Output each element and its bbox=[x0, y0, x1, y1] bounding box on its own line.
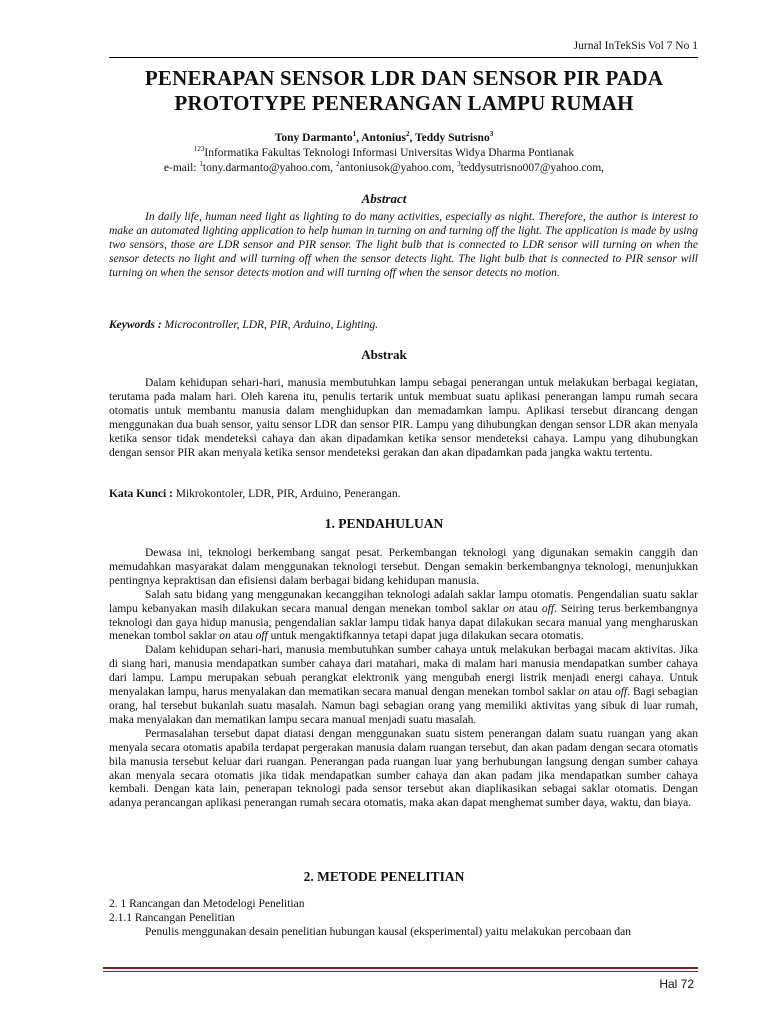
footer-rule bbox=[103, 967, 698, 969]
page-number: Hal 72 bbox=[659, 977, 694, 991]
email-3: teddysutrisno007@yahoo.com, bbox=[460, 162, 605, 174]
author-1: Tony Darmanto bbox=[274, 132, 353, 144]
abstract-text: In daily life, human need light as lighting to do many activities, especially as night. Therefore, the author is interest to make an automated lighting application to help human in turning on and turning off the light. The application is made by using two sensors, those are LDR sensor and PIR sensor. The light bulb that is connected to LDR sensor will turning on when the sensor detects no light and will turning off when the sensor detects light. The light bulb that is connected to PIR sensor will turning on when the sensor detects motion and will turning off when the sensor detects no motion. bbox=[109, 211, 698, 279]
paragraph: Salah satu bidang yang menggunakan kecanggihan teknologi adalah saklar lampu otomatis. Pengendalian suatu saklar lampu kebanyakan masih dilakukan secara manual dengan menekan tombol saklar on atau off. Seiring terus berkembangnya teknologi dan gaya hidup manusia, pengendalian saklar lampu tidak hanya dapat dilakukan secara manual yang mengharuskan menekan tombol saklar on atau off untuk mengaktifkannya tetapi dapat juga dilakukan secara otomatis. bbox=[109, 588, 699, 643]
author-3: , Teddy Sutrisno bbox=[409, 132, 490, 144]
keywords: Keywords : Microcontroller, LDR, PIR, Arduino, Lighting. bbox=[109, 319, 379, 331]
paragraph: Dalam kehidupan sehari-hari, manusia membutuhkan sumber cahaya untuk melakukan berbagai macam aktivitas. Jika di siang hari, manusia mendapatkan sumber cahaya dari matahari, maka di malam hari manusia mendapatkan sumber cahaya dari lampu. Lampu merupakan sebuah perangkat elektronik yang mengubah energi listrik menjadi energi cahaya. Untuk menyalakan lampu, harus menyalakan dan mematikan secara manual dengan menekan tombol saklar on atau off. Bagi sebagian orang, hal tersebut bukanlah suatu masalah. Namun bagi sebagian orang yang memiliki aktivitas yang sibuk di luar rumah, maka menyalakan dan mematikan lampu secara manual menjadi suatu masalah. bbox=[109, 644, 699, 726]
section-2-heading: 2. METODE PENELITIAN bbox=[303, 869, 465, 884]
authors: Tony Darmanto$^1$, Antonius$^2$, Teddy Sutrisno$^3$ bbox=[274, 130, 494, 144]
email-1: tony.darmanto@yahoo.com, bbox=[202, 162, 336, 174]
abstrak-text: Dalam kehidupan sehari-hari, manusia membutuhkan lampu sebagai penerangan untuk melakukan berbagai kegiatan, terutama pada malam hari. Oleh karena itu, penulis tertarik untuk membuat suatu aplikasi penerangan lampu rumah secara otomatis untuk membantu manusia dalam menghidupkan dan memadamkan lampu. Aplikasi tersebut dirancang dengan menggunakan dua buah sensor, yaitu sensor LDR dan sensor PIR. Lampu yang dihubungkan dengan sensor LDR akan menyala ketika sensor tidak mendeteksi cahaya dan akan dipadamkan ketika sensor mendeteksi cahaya. Lampu yang dihubungkan dengan sensor PIR akan menyala ketika sensor mendeteksi gerakan dan akan dipadamkan pada jangka waktu tertentu. bbox=[109, 377, 698, 459]
email-2: antoniusok@yahoo.com, bbox=[339, 162, 458, 174]
author-emails: e-mail: $^1$tony.darmanto@yahoo.com, $^2$antoniusok@yahoo.com, $^3$teddysutrisno007@yahoo.com, bbox=[163, 160, 605, 174]
kata-kunci: Kata Kunci : Mikrokontoler, LDR, PIR, Arduino, Penerangan. bbox=[109, 488, 401, 500]
subsection-heading: 2. 1 Rancangan dan Metodelogi Penelitian bbox=[109, 898, 305, 910]
affiliation: $^{123}$Informatika Fakultas Teknologi Informasi Universitas Widya Dharma Pontianak bbox=[193, 145, 575, 159]
title-line-1: PENERAPAN SENSOR LDR DAN SENSOR PIR PADA bbox=[144, 66, 664, 90]
section-1-heading: 1. PENDAHULUAN bbox=[324, 516, 444, 531]
paragraph: Permasalahan tersebut dapat diatasi dengan menggunakan suatu sistem penerangan dalam suatu ruangan yang akan menyala secara otomatis apabila terdapat pergerakan manusia dalam ruangan tersebut, dan akan padam dengan secara otomatis bila manusia tersebut keluar dari ruangan. Penerangan pada ruangan luar yang berhubungan langsung dengan sumber cahaya akan menyala secara otomatis jika tidak mendapatkan sumber cahaya dan akan padam jika mendapatkan sumber cahaya kembali. Dengan kata lain, penerapan teknologi pada sensor tersebut akan diaplikasikan sebagai saklar otomatis. Dengan adanya perancangan aplikasi penerangan rumah secara otomatis, maka akan dapat menghemat sumber daya, waktu, dan biaya. bbox=[109, 727, 698, 810]
paper-title bbox=[90, 66, 718, 116]
paragraph: Dewasa ini, teknologi berkembang sangat pesat. Perkembangan teknologi yang digunakan semakin canggih dan memudahkan masyarakat dalam menggunakan teknologi tersebut. Dengan semakin berkembangnya teknologi, menunjukkan pentingnya kepraktisan dan efisiensi dalam berbagai bidang kehidupan manusia. bbox=[109, 547, 698, 587]
section-1-body bbox=[109, 547, 698, 811]
abstrak-heading: Abstrak bbox=[361, 347, 407, 362]
title-line-2: PROTOTYPE PENERANGAN LAMPU RUMAH bbox=[174, 91, 634, 115]
section-2-body bbox=[109, 898, 698, 940]
paragraph: Penulis menggunakan desain penelitian hubungan kausal (eksperimental) yaitu melakukan percobaan dan bbox=[145, 925, 632, 938]
header-rule bbox=[109, 57, 698, 58]
journal-header: Jurnal InTekSis Vol 7 No 1 bbox=[573, 40, 698, 52]
subsection-heading: 2.1.1 Rancangan Penelitian bbox=[109, 911, 235, 924]
author-2: , Antonius bbox=[356, 132, 406, 144]
abstract-heading: Abstract bbox=[361, 191, 407, 206]
footer-rule-thin bbox=[103, 971, 698, 972]
